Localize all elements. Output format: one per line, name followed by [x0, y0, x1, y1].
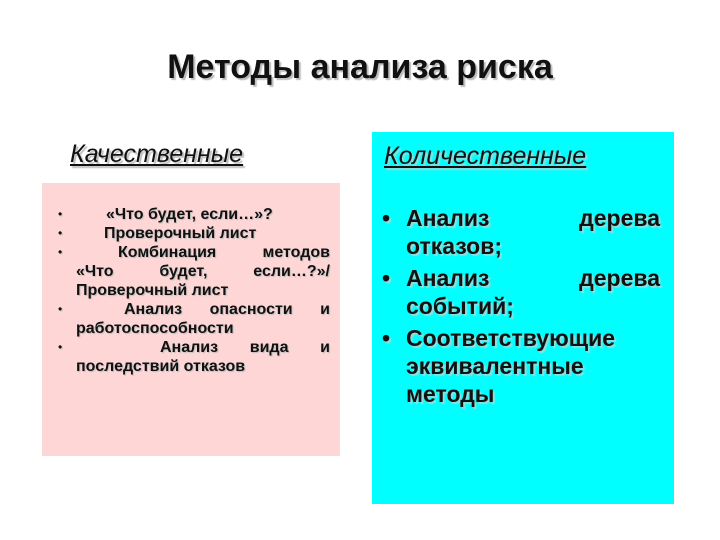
list-item: • Анализ дерева отказов;	[382, 205, 660, 259]
list-item: • Соответствующие эквивалентные методы	[382, 325, 616, 407]
list-item: • Анализ опасности и работоспособности	[58, 301, 330, 337]
list-item: • Комбинация методов «Что будет, если…?»/Проверочный лист	[58, 244, 330, 299]
quantitative-panel	[372, 132, 674, 504]
bullet-icon: •	[58, 226, 63, 240]
bullet-icon: •	[58, 340, 63, 354]
bullet-icon: •	[58, 207, 63, 221]
quantitative-heading: Количественные	[384, 142, 587, 170]
list-item: • «Что будет, если…»?	[58, 206, 273, 223]
qualitative-panel	[42, 183, 340, 456]
bullet-icon: •	[58, 302, 63, 316]
quantitative-list	[372, 204, 674, 412]
slide-title: Методы анализа риска	[167, 48, 553, 86]
qualitative-heading: Качественные	[70, 140, 244, 168]
qualitative-list	[42, 205, 340, 376]
bullet-icon: •	[58, 245, 63, 259]
bullet-icon: •	[382, 265, 391, 291]
list-item: • Проверочный лист	[58, 225, 257, 242]
bullet-icon: •	[382, 325, 391, 351]
list-item: • Анализ вида и последствий отказов	[58, 339, 330, 375]
bullet-icon: •	[382, 205, 391, 231]
list-item: • Анализ дерева событий;	[382, 265, 660, 319]
